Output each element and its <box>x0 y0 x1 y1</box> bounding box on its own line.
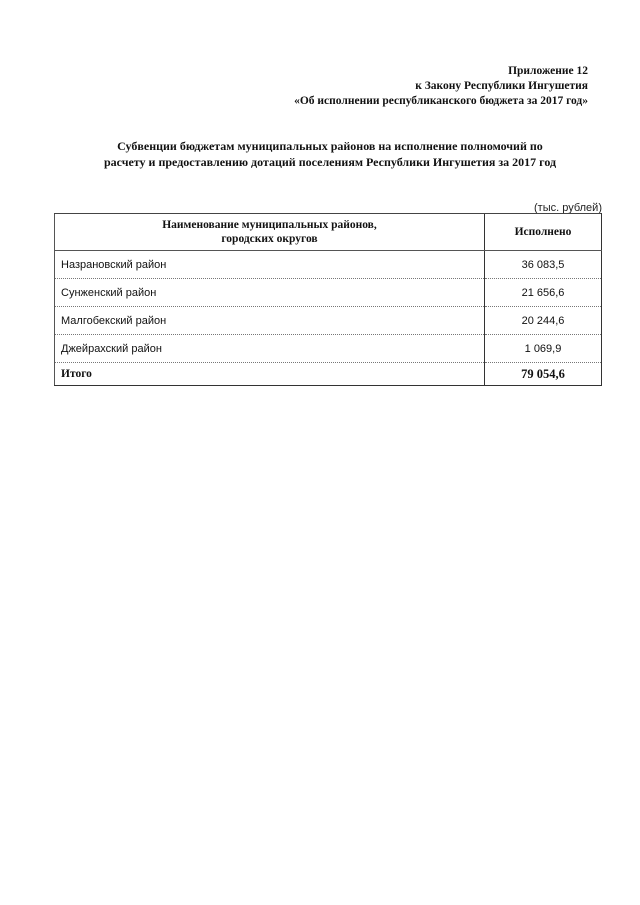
row-value: 21 656,6 <box>485 279 602 307</box>
appendix-header <box>188 64 588 109</box>
header-name-line-2: городских округов <box>221 233 318 245</box>
appendix-number: Приложение 12 <box>508 65 588 77</box>
row-value: 1 069,9 <box>485 335 602 363</box>
table-row <box>55 279 602 307</box>
subventions-table <box>54 213 602 386</box>
total-name: Итого <box>55 363 485 386</box>
row-value: 36 083,5 <box>485 251 602 279</box>
row-name: Назрановский район <box>55 251 485 279</box>
header-name <box>55 214 485 251</box>
table-row <box>55 251 602 279</box>
total-value: 79 054,6 <box>485 363 602 386</box>
table-row <box>55 335 602 363</box>
row-name: Сунженский район <box>55 279 485 307</box>
header-value: Исполнено <box>485 214 602 251</box>
header-name-line-1: Наименование муниципальных районов, <box>162 219 377 231</box>
row-value: 20 244,6 <box>485 307 602 335</box>
units-label: (тыс. рублей) <box>534 202 602 214</box>
table-header-row <box>55 214 602 251</box>
table-row <box>55 307 602 335</box>
appendix-law-title: «Об исполнении республиканского бюджета за 2017 год» <box>294 95 588 107</box>
document-title-line-1: Субвенции бюджетам муниципальных районов на исполнение полномочий по <box>117 139 543 153</box>
total-row <box>55 363 602 386</box>
document-title <box>70 138 590 170</box>
row-name: Малгобекский район <box>55 307 485 335</box>
row-name: Джейрахский район <box>55 335 485 363</box>
appendix-law: к Закону Республики Ингушетия <box>415 80 588 92</box>
document-title-line-2: расчету и предоставлению дотаций поселениям Республики Ингушетия за 2017 год <box>103 155 557 169</box>
